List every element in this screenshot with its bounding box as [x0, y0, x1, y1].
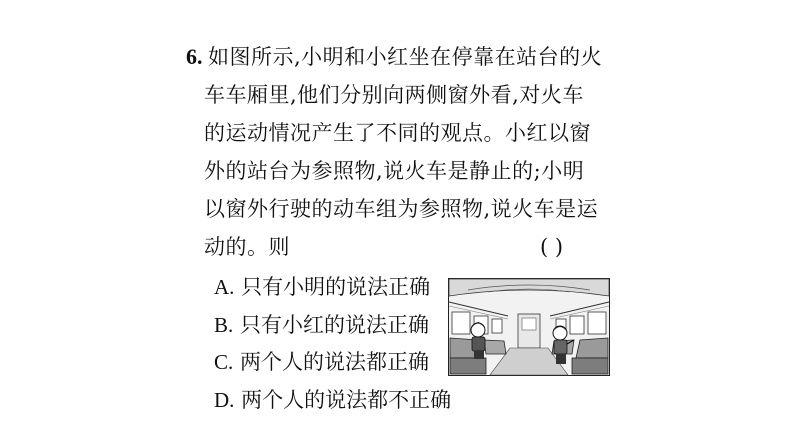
option-d[interactable] [214, 385, 451, 415]
option-b[interactable] [214, 310, 429, 340]
answer-bracket: ( ) [540, 235, 564, 259]
option-b-letter: B. [214, 313, 234, 337]
question-stem-line-2: 车车厢里,他们分别向两侧窗外看,对火车 [204, 83, 584, 107]
option-c-text: 两个人的说法都正确 [239, 350, 429, 374]
option-d-text: 两个人的说法都不正确 [241, 388, 452, 412]
option-c[interactable] [214, 347, 429, 377]
option-a-text: 只有小明的说法正确 [241, 275, 431, 299]
question-stem-line-4: 外的站台为参照物,说火车是静止的;小明 [204, 159, 585, 183]
question-stem-line-3: 的运动情况产生了不同的观点。小红以窗 [204, 121, 591, 145]
option-a[interactable] [214, 272, 430, 302]
question-stem-line-5: 以窗外行驶的动车组为参照物,说火车是运 [204, 197, 599, 221]
option-a-letter: A. [214, 275, 235, 299]
train-carriage-illustration [448, 278, 610, 376]
question-number: 6. [186, 44, 203, 69]
option-d-letter: D. [214, 388, 235, 412]
option-b-text: 只有小红的说法正确 [239, 313, 429, 337]
question-stem-line-6: 动的。则 [204, 235, 290, 259]
question-stem-line-1: 如图所示,小明和小红坐在停靠在站台的火 [208, 45, 603, 69]
option-c-letter: C. [214, 350, 234, 374]
